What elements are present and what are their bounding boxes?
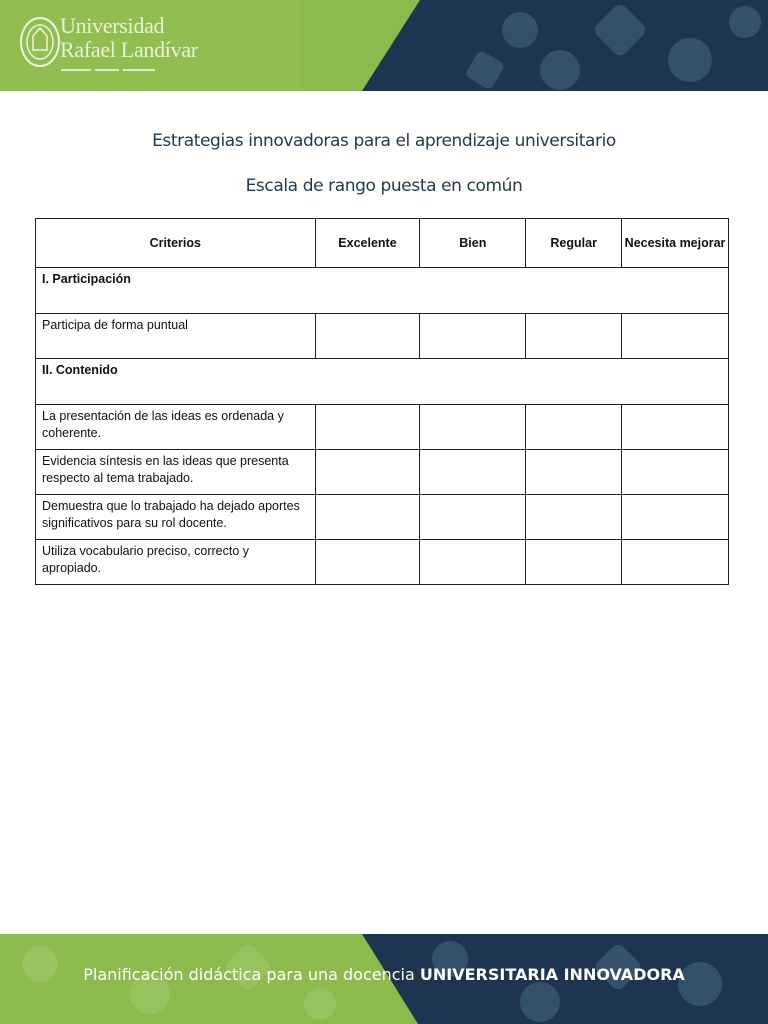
rating-cell-excellent[interactable] bbox=[315, 314, 420, 359]
section-row bbox=[36, 359, 729, 405]
footer-text bbox=[0, 965, 768, 984]
footer-banner bbox=[0, 934, 768, 1024]
university-name bbox=[60, 14, 198, 62]
rating-cell-regular[interactable] bbox=[526, 405, 622, 450]
rating-cell-excellent[interactable] bbox=[315, 495, 420, 540]
university-name-line1: Universidad bbox=[60, 13, 165, 38]
table-row bbox=[36, 314, 729, 359]
rating-cell-good[interactable] bbox=[420, 450, 526, 495]
table-row bbox=[36, 450, 729, 495]
header-needs-improvement: Necesita mejorar bbox=[622, 219, 729, 268]
section-row bbox=[36, 268, 729, 314]
rating-cell-needs-improvement[interactable] bbox=[622, 495, 729, 540]
header-criteria: Criterios bbox=[36, 219, 316, 268]
rating-cell-excellent[interactable] bbox=[315, 405, 420, 450]
rating-cell-regular[interactable] bbox=[526, 495, 622, 540]
rating-cell-needs-improvement[interactable] bbox=[622, 314, 729, 359]
rubric-table bbox=[35, 218, 729, 585]
header-banner bbox=[0, 0, 768, 91]
criterion-text: Evidencia síntesis en las ideas que presenta respecto al tema trabajado. bbox=[36, 450, 316, 495]
rating-cell-regular[interactable] bbox=[526, 450, 622, 495]
criterion-text: Demuestra que lo trabajado ha dejado aportes significativos para su rol docente. bbox=[36, 495, 316, 540]
rating-cell-good[interactable] bbox=[420, 405, 526, 450]
section-title: II. Contenido bbox=[36, 359, 729, 405]
rating-cell-good[interactable] bbox=[420, 314, 526, 359]
document-subtitle: Escala de rango puesta en común bbox=[245, 176, 523, 196]
section-title: I. Participación bbox=[36, 268, 729, 314]
document-title: Estrategias innovadoras para el aprendizaje universitario bbox=[152, 131, 616, 151]
rating-cell-regular[interactable] bbox=[526, 314, 622, 359]
rating-cell-needs-improvement[interactable] bbox=[622, 540, 729, 585]
footer-text-bold: UNIVERSITARIA INNOVADORA bbox=[419, 965, 685, 984]
university-name-line2: Rafael Landívar bbox=[60, 37, 198, 62]
table-row bbox=[36, 405, 729, 450]
criterion-text: La presentación de las ideas es ordenada y coherente. bbox=[36, 405, 316, 450]
criterion-text: Utiliza vocabulario preciso, correcto y apropiado. bbox=[36, 540, 316, 585]
criterion-text: Participa de forma puntual bbox=[36, 314, 316, 359]
university-seal-icon bbox=[19, 16, 61, 68]
table-row bbox=[36, 495, 729, 540]
rating-cell-excellent[interactable] bbox=[315, 450, 420, 495]
header-regular: Regular bbox=[526, 219, 622, 268]
rating-cell-needs-improvement[interactable] bbox=[622, 405, 729, 450]
rating-cell-excellent[interactable] bbox=[315, 540, 420, 585]
header-good: Bien bbox=[420, 219, 526, 268]
rating-cell-good[interactable] bbox=[420, 495, 526, 540]
header-excellent: Excelente bbox=[315, 219, 420, 268]
university-tagline-graphic bbox=[61, 66, 156, 74]
rating-cell-needs-improvement[interactable] bbox=[622, 450, 729, 495]
footer-text-normal: Planificación didáctica para una docencia bbox=[83, 965, 420, 984]
rating-cell-regular[interactable] bbox=[526, 540, 622, 585]
rating-cell-good[interactable] bbox=[420, 540, 526, 585]
table-row bbox=[36, 540, 729, 585]
table-header-row bbox=[36, 219, 729, 268]
